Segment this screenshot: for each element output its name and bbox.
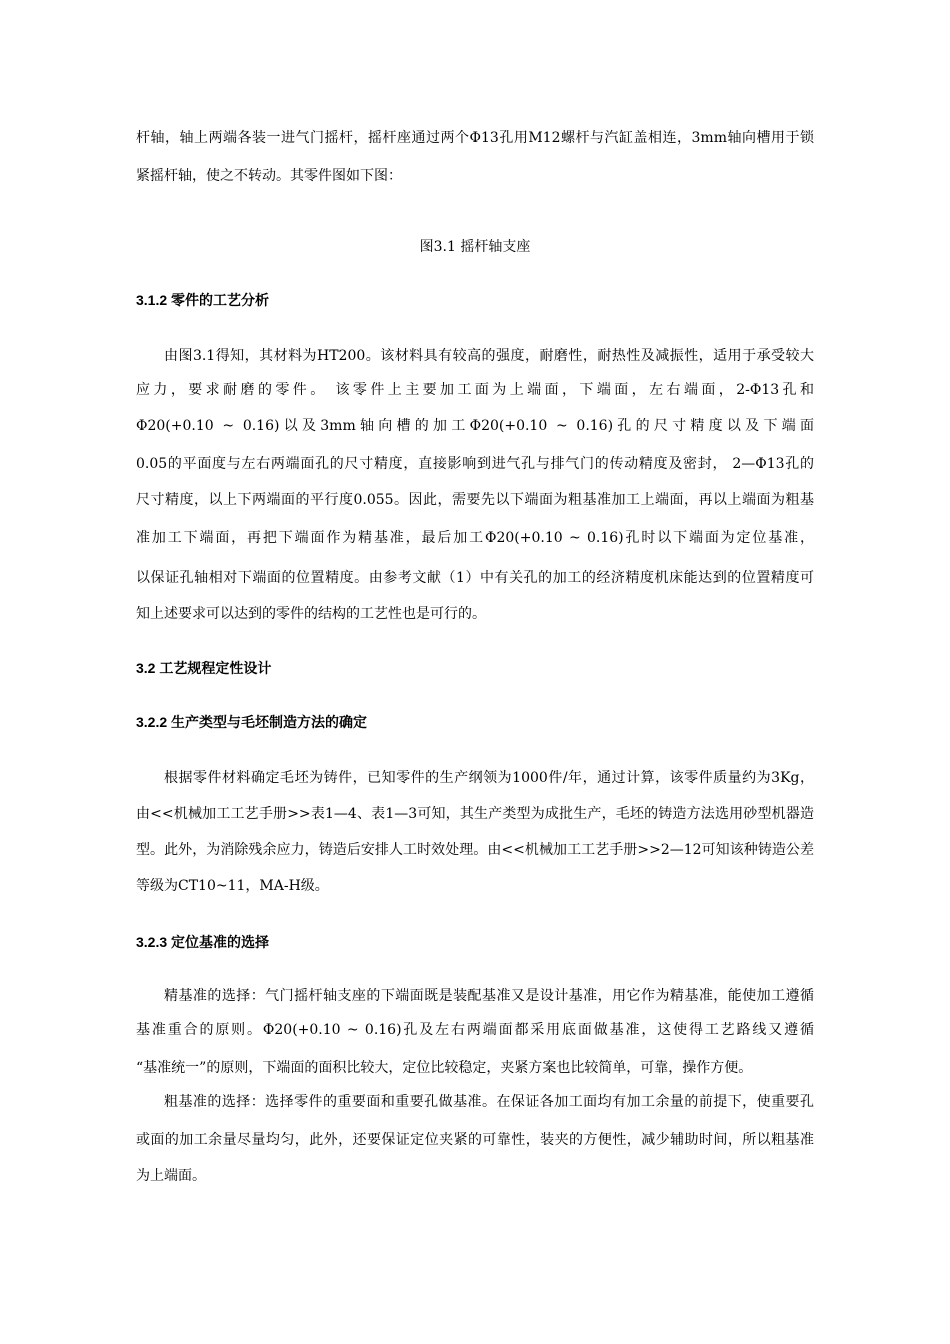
s322-line-4: 等级为CT10~11，MA-H级。: [136, 878, 329, 894]
s312-line-7: 以保证孔轴相对下端面的位置精度。由参考文献（1）中有关孔的加工的经济精度机床能达到的位置精度可: [136, 570, 814, 586]
s323-line-3: “基准统一”的原则，下端面的面积比较大，定位比较稳定，夹紧方案也比较简单，可靠，操作方便。: [136, 1060, 753, 1076]
s323-line-5: 或面的加工余量尽量均匀，此外，还要保证定位夹紧的可靠性，装夹的方便性，减少辅助时间，所以粗基准: [136, 1132, 814, 1148]
s312-line-1: 由图3.1得知，其材料为HT200。该材料具有较高的强度，耐磨性，耐热性及减振性，适用于承受较大: [164, 348, 814, 364]
s312-line-5: 尺寸精度，以上下两端面的平行度0.055。因此，需要先以下端面为粗基准加工上端面，再以上端面为粗基: [136, 492, 814, 508]
s312-line-8: 知上述要求可以达到的零件的结构的工艺性也是可行的。: [136, 606, 486, 622]
intro-line-1: 杆轴，轴上两端各装一进气门摇杆，摇杆座通过两个Φ13孔用M12螺杆与汽缸盖相连，3mm轴向槽用于锁: [136, 130, 814, 146]
s322-line-2: 由<<机械加工工艺手册>>表1—4、表1—3可知，其生产类型为成批生产，毛坯的铸造方法选用砂型机器造: [136, 806, 814, 822]
s323-line-6: 为上端面。: [136, 1168, 206, 1184]
s312-line-4: 0.05的平面度与左右两端面孔的尺寸精度，直接影响到进气孔与排气门的传动精度及密封， 2—Φ13孔的: [136, 456, 814, 472]
s323-line-4: 粗基准的选择：选择零件的重要面和重要孔做基准。在保证各加工面均有加工余量的前提下，使重要孔: [164, 1094, 814, 1110]
figure-caption: 图3.1 摇杆轴支座: [419, 239, 531, 255]
s322-line-3: 型。此外，为消除残余应力，铸造后安排人工时效处理。由<<机械加工工艺手册>>2—12可知该种铸造公差: [136, 842, 814, 858]
s312-line-2: 应力，要求耐磨的零件。 该零件上主要加工面为上端面，下端面，左右端面，2-Φ13孔和: [136, 382, 814, 398]
section-heading-3-2: 3.2 工艺规程定性设计: [136, 660, 272, 676]
s312-line-6: 准加工下端面，再把下端面作为精基准，最后加工Φ20(+0.10 ~ 0.16)孔时以下端面为定位基准，: [136, 530, 814, 546]
s322-line-1: 根据零件材料确定毛坯为铸件，已知零件的生产纲领为1000件/年，通过计算，该零件质量约为3Kg，: [164, 770, 814, 786]
intro-line-2: 紧摇杆轴，使之不转动。其零件图如下图：: [136, 168, 402, 184]
section-heading-3-2-2: 3.2.2 生产类型与毛坯制造方法的确定: [136, 714, 368, 730]
s312-line-3: Φ20(+0.10 ~ 0.16)以及3mm轴向槽的加工Φ20(+0.10 ~ 0.16)孔的尺寸精度以及下端面: [136, 418, 814, 434]
section-heading-3-2-3: 3.2.3 定位基准的选择: [136, 934, 270, 950]
s323-line-2: 基准重合的原则。Φ20(+0.10 ~ 0.16)孔及左右两端面都采用底面做基准，这使得工艺路线又遵循: [136, 1022, 814, 1038]
section-heading-3-1-2: 3.1.2 零件的工艺分析: [136, 292, 270, 308]
s323-line-1: 精基准的选择：气门摇杆轴支座的下端面既是装配基准又是设计基准，用它作为精基准，能使加工遵循: [164, 988, 814, 1004]
